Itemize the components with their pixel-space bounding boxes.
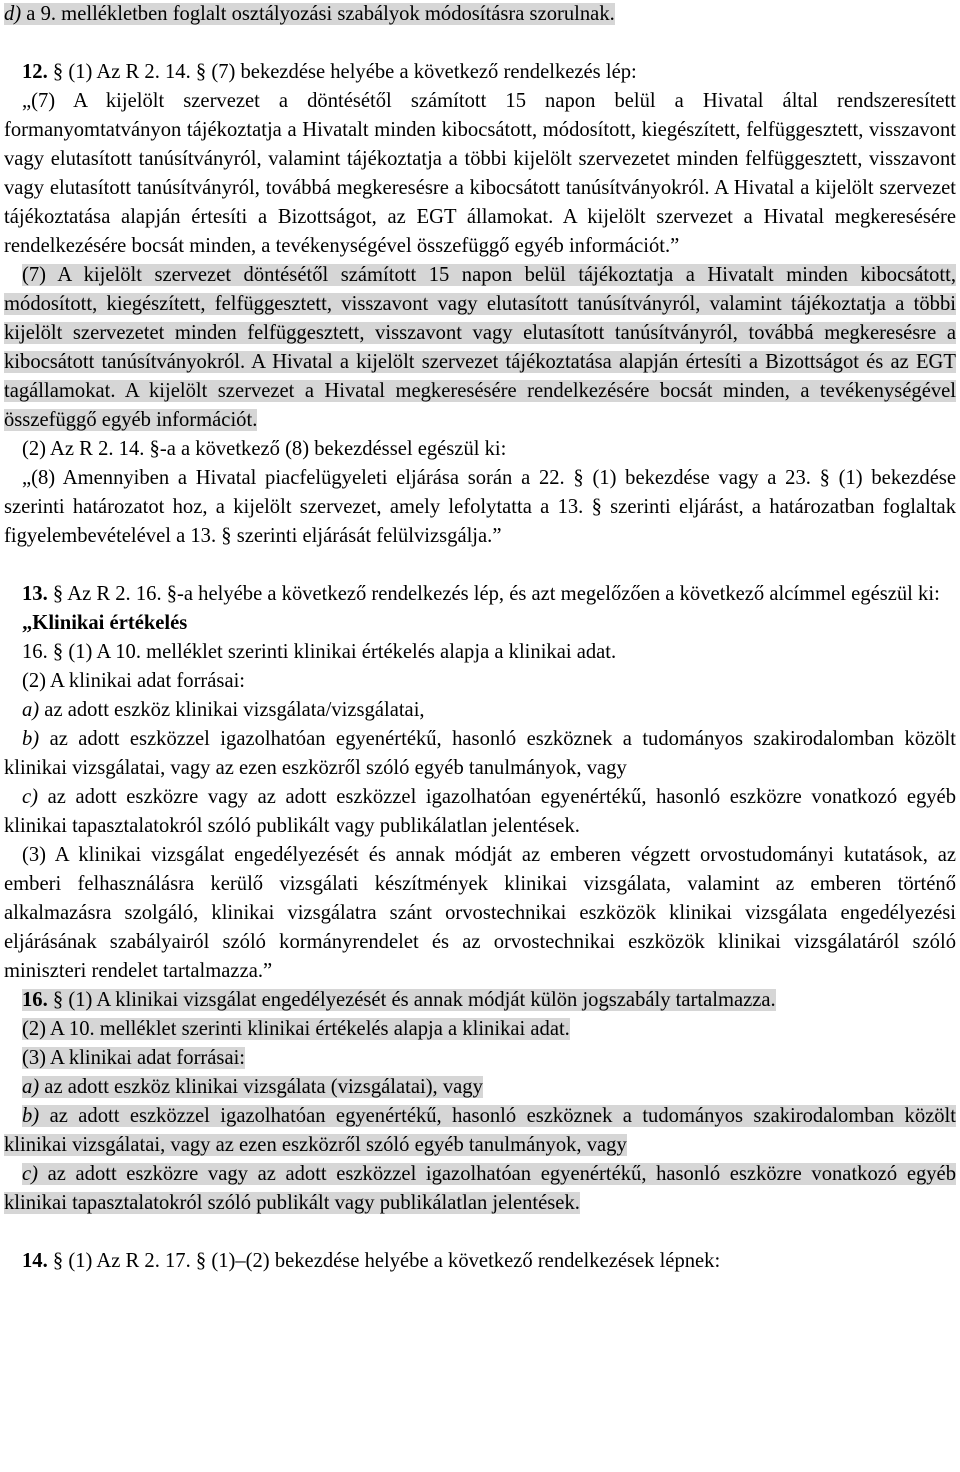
new-16-item-b (4, 725, 956, 783)
section-14-text: § (1) Az R 2. 17. § (1)–(2) bekezdése helyébe a következő rendelkezések lépnek: (47, 1250, 721, 1272)
spacer (4, 1218, 956, 1247)
item-b-text: az adott eszközzel igazolhatóan egyenértékű, hasonló eszköznek a tudományos szakirodalomban közölt klinikai vizsgálatai, vagy az ezen eszközről szóló egyéb tanulmányok, vagy (4, 1105, 956, 1156)
item-label-b: b) (22, 1105, 40, 1127)
item-label-c: c) (22, 786, 38, 808)
new-16-item-c (4, 783, 956, 841)
old-paragraph-7 (4, 261, 956, 435)
spacer (4, 551, 956, 580)
section-14-number: 14. (22, 1250, 48, 1272)
item-label-a: a) (22, 1076, 40, 1098)
new-16-item-a (4, 696, 956, 725)
highlighted-span (4, 3, 615, 25)
item-label-b: b) (22, 728, 40, 750)
old-16-item-a (4, 1073, 956, 1102)
old-paragraph-7-text: (7) A kijelölt szervezet döntésétől számított 15 napon belül tájékoztatja a Hivatalt minden kibocsátott, módosított, kiegészített, felfüggesztett, visszavont vagy elutasított tanúsítványról, valamint tájékoztatja a többi kijelölt szervezetet minden felfüggesztett, visszavont vagy elutasított tanúsítványról, továbbá megkeresésre a kibocsátott tanúsítványokról. A Hivatal a kijelölt szervezet tájékoztatása alapján értesíti a Bizottságot és az EGT tagállamokat. A kijelölt szervezet a Hivatal megkeresésére rendelkezésére bocsát minden, a tevékenységével összefüggő egyéb információt. (4, 264, 956, 431)
highlighted-span (22, 989, 776, 1011)
line-d-text: a 9. mellékletben foglalt osztályozási szabályok módosításra szorulnak. (21, 3, 615, 25)
highlighted-span (4, 1105, 956, 1156)
item-a-text: az adott eszköz klinikai vizsgálata/vizsgálatai, (39, 699, 425, 721)
section-14-heading (4, 1247, 956, 1276)
quoted-paragraph-8: „(8) Amennyiben a Hivatal piacfelügyeleti eljárása során a 22. § (1) bekezdése vagy a 23. § (1) bekezdése szerinti határozatot hoz, a kijelölt szervezet, amely lefolytatta a 13. § szerinti eljárást, a határozatban foglaltak figyelembevételével a 13. § szerinti eljárását felülvizsgálja.” (4, 467, 956, 547)
section-12-number: 12. (22, 61, 48, 83)
highlighted-span (4, 1163, 956, 1214)
item-c-text: az adott eszközre vagy az adott eszközzel igazolhatóan egyenértékű, hasonló eszközre vonatkozó egyéb klinikai tapasztalatokról szóló publikált vagy publikálatlan jelentések. (4, 786, 956, 837)
subtitle-klinikai-ertekeles: „Klinikai értékelés (22, 612, 188, 634)
item-label-a: a) (22, 699, 40, 721)
line-d-paragraph (4, 0, 956, 29)
quoted-paragraph-7: „(7) A kijelölt szervezet a döntésétől számított 15 napon belül a Hivatal által rendszeresített formanyomtatványon tájékoztatja a Hivatalt minden kibocsátott, módosított, kiegészített, felfüggesztett, visszavont vagy elutasított tanúsítványról, valamint tájékoztatja a többi kijelölt szervezetet minden felfüggesztett, visszavont vagy elutasított tanúsítványról, továbbá megkeresésre a kibocsátott tanúsítványokról. A Hivatal a kijelölt szervezet tájékoztatása alapján értesíti a Bizottságot, az EGT államokat. A kijelölt szervezet a Hivatal megkeresésére rendelkezésére bocsát minden, a tevékenységével összefüggő egyéb információt.” (4, 90, 956, 257)
section-13-number: 13. (22, 583, 48, 605)
old-16-item-b (4, 1102, 956, 1160)
old-16-paragraph-2 (4, 1015, 956, 1044)
old-16-number: 16. (22, 989, 48, 1011)
spacer (4, 29, 956, 58)
item-label-d: d) (4, 3, 22, 25)
item-c-text: az adott eszközre vagy az adott eszközzel igazolhatóan egyenértékű, hasonló eszközre vonatkozó egyéb klinikai tapasztalatokról szóló publikált vagy publikálatlan jelentések. (4, 1163, 956, 1214)
section-13-heading (4, 580, 956, 609)
old-16-paragraph-1 (4, 986, 956, 1015)
old-16-item-c (4, 1160, 956, 1218)
section-12-text: § (1) Az R 2. 14. § (7) bekezdése helyébe a következő rendelkezés lép: (47, 61, 637, 83)
paragraph-2: (2) Az R 2. 14. §-a a következő (8) bekezdéssel egészül ki: (22, 438, 507, 460)
item-a-text: az adott eszköz klinikai vizsgálata (vizsgálatai), vagy (39, 1076, 483, 1098)
item-b-text: az adott eszközzel igazolhatóan egyenértékű, hasonló eszköznek a tudományos szakirodalomban közölt klinikai vizsgálatai, vagy az ezen eszközről szóló egyéb tanulmányok, vagy (4, 728, 956, 779)
old-16-paragraph-1-text: § (1) A klinikai vizsgálat engedélyezését és annak módját külön jogszabály tartalmazza. (47, 989, 776, 1011)
new-16-paragraph-3: (3) A klinikai vizsgálat engedélyezését és annak módját az emberen végzett orvostudományi kutatások, az emberi felhasználásra kerülő vizsgálati készítmények klinikai vizsgálata, valamint az emberen történő alkalmazásra szolgáló, klinikai vizsgálatra szánt orvostechnikai eszközök klinikai vizsgálata engedélyezési eljárásának szabályairól szóló kormányrendelet és az orvostechnikai eszközök klinikai vizsgálatáról szóló miniszteri rendelet tartalmazza.” (4, 844, 956, 982)
old-16-paragraph-3-text: (3) A klinikai adat forrásai: (22, 1047, 246, 1069)
section-12-heading (4, 58, 956, 87)
new-16-paragraph-2: (2) A klinikai adat forrásai: (22, 670, 246, 692)
highlighted-span (22, 1076, 483, 1098)
old-16-paragraph-2-text: (2) A 10. melléklet szerinti klinikai értékelés alapja a klinikai adat. (22, 1018, 570, 1040)
old-16-paragraph-3 (4, 1044, 956, 1073)
section-13-text: § Az R 2. 16. §-a helyébe a következő rendelkezés lép, és azt megelőzően a következő alcímmel egészül ki: (47, 583, 940, 605)
item-label-c: c) (22, 1163, 38, 1185)
new-16-paragraph-1: 16. § (1) A 10. melléklet szerinti klinikai értékelés alapja a klinikai adat. (22, 641, 617, 663)
